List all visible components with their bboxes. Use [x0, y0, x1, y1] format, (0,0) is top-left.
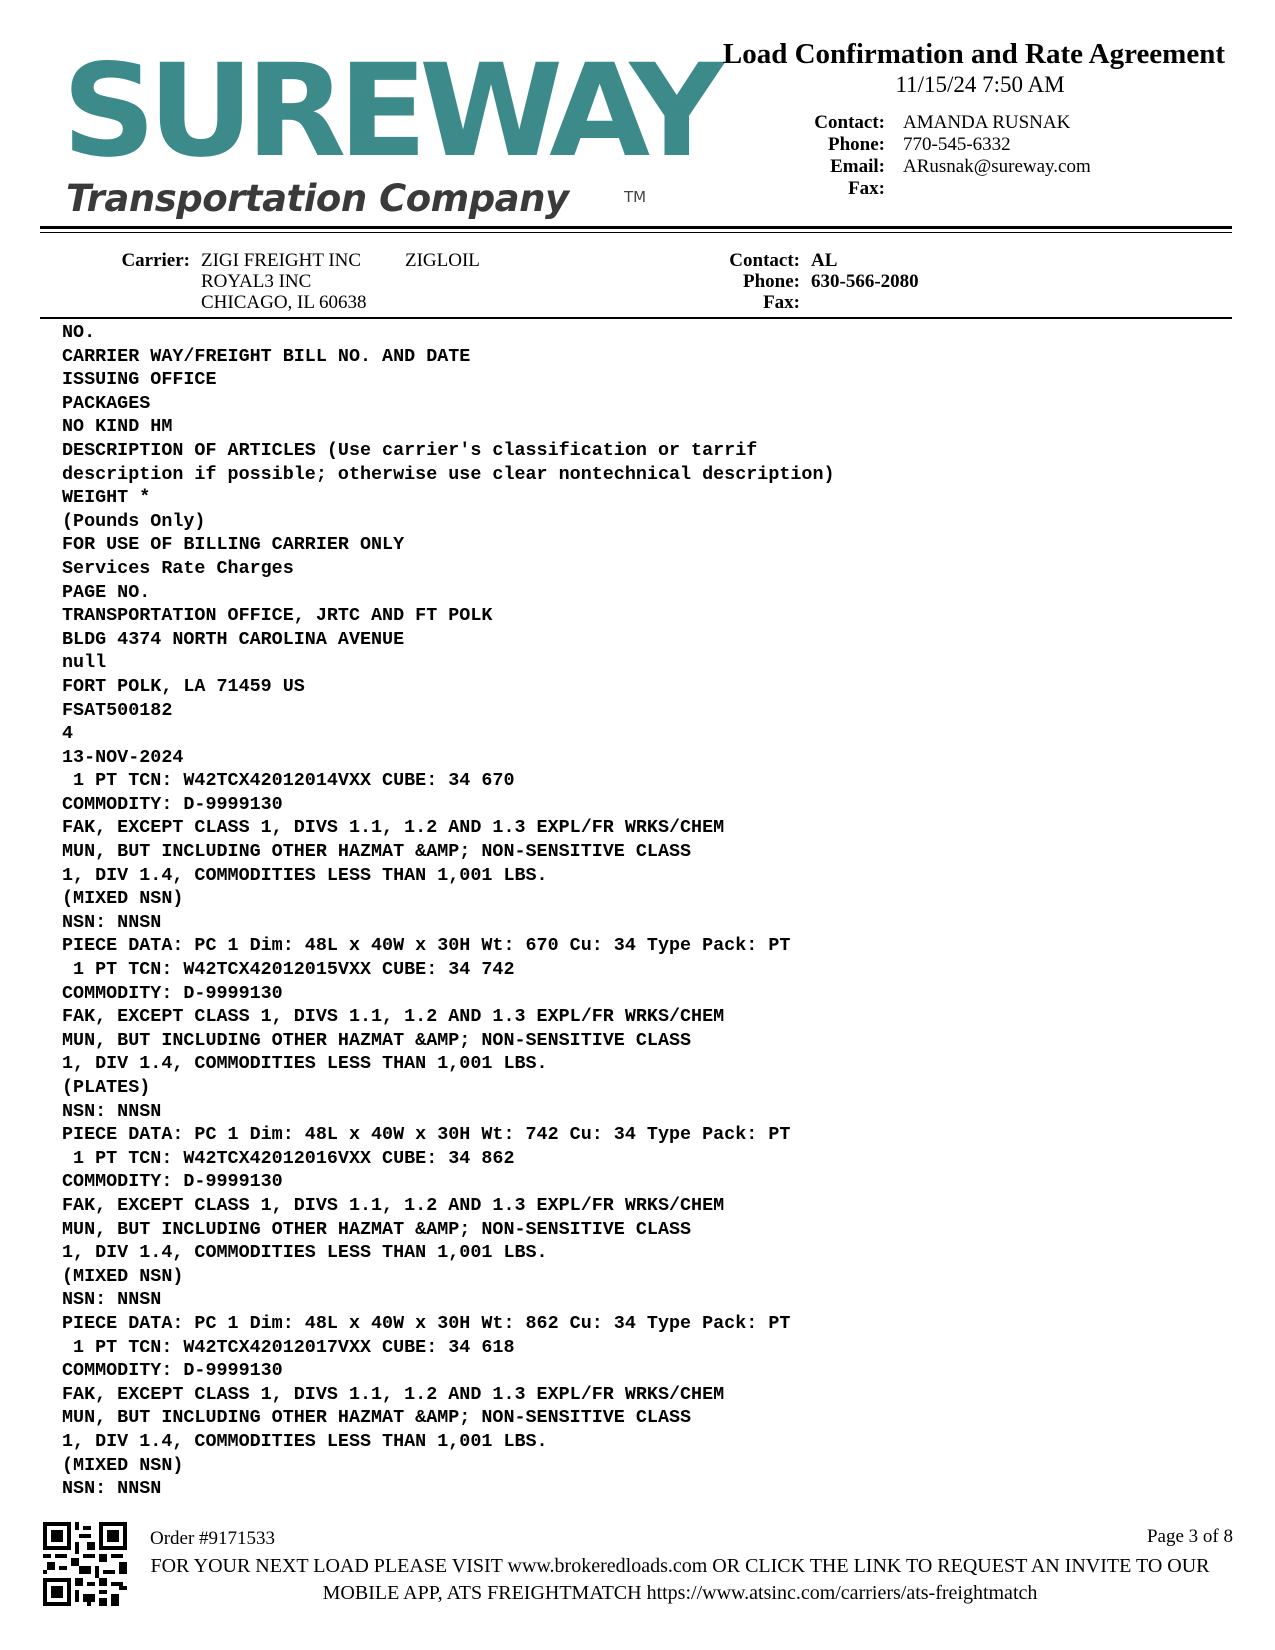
- detail-line: FORT POLK, LA 71459 US: [62, 675, 305, 697]
- detail-line: ISSUING OFFICE: [62, 369, 217, 391]
- shipment-details: [62, 321, 1212, 1501]
- detail-line: 1 PT TCN: W42TCX42012015VXX CUBE: 34 742: [62, 959, 515, 981]
- carrier-code: ZIGLOIL: [405, 250, 480, 271]
- header-divider-bottom: [40, 232, 1232, 233]
- carrier-name: ZIGI FREIGHT INC: [201, 250, 362, 271]
- detail-line: PIECE DATA: PC 1 Dim: 48L x 40W x 30H Wt: 742 Cu: 34 Type Pack: PT: [62, 1124, 791, 1146]
- broker-contact-label: Contact:: [814, 112, 885, 133]
- detail-line: (MIXED NSN): [62, 1454, 184, 1476]
- detail-line: 1 PT TCN: W42TCX42012016VXX CUBE: 34 862: [62, 1147, 515, 1169]
- detail-line: null: [62, 652, 107, 674]
- carrier-contact-label: Contact:: [729, 250, 800, 271]
- detail-line: 1 PT TCN: W42TCX42012014VXX CUBE: 34 670: [62, 770, 515, 792]
- detail-line: MUN, BUT INCLUDING OTHER HAZMAT &AMP; NON-SENSITIVE CLASS: [62, 1029, 692, 1051]
- footer-notice[interactable]: FOR YOUR NEXT LOAD PLEASE VISIT www.brokeredloads.com OR CLICK THE LINK TO REQUEST AN INVITE TO OUR MOBILE APP, ATS FREIGHTMATCH https://www.atsinc.com/carriers/ats-freightmatch: [150, 1555, 1210, 1604]
- carrier-address-2: CHICAGO, IL 60638: [201, 292, 367, 313]
- broker-email-value[interactable]: ARusnak@sureway.com: [903, 156, 1091, 177]
- detail-line: WEIGHT *: [62, 487, 151, 509]
- detail-line: COMMODITY: D-9999130: [62, 793, 283, 815]
- detail-line: MUN, BUT INCLUDING OTHER HAZMAT &AMP; NON-SENSITIVE CLASS: [62, 1218, 692, 1240]
- carrier-label: Carrier:: [121, 250, 190, 271]
- detail-line: (MIXED NSN): [62, 888, 184, 910]
- detail-line: BLDG 4374 NORTH CAROLINA AVENUE: [62, 628, 405, 650]
- carrier-divider: [40, 317, 1232, 319]
- detail-line: 1, DIV 1.4, COMMODITIES LESS THAN 1,001 LBS.: [62, 1430, 548, 1452]
- detail-line: FAK, EXCEPT CLASS 1, DIVS 1.1, 1.2 AND 1.3 EXPL/FR WRKS/CHEM: [62, 1006, 725, 1028]
- detail-line: 1, DIV 1.4, COMMODITIES LESS THAN 1,001 LBS.: [62, 864, 548, 886]
- detail-line: MUN, BUT INCLUDING OTHER HAZMAT &AMP; NON-SENSITIVE CLASS: [62, 1407, 692, 1429]
- carrier-contact-value: AL: [811, 250, 838, 271]
- detail-line: description if possible; otherwise use clear nontechnical description): [62, 463, 835, 485]
- detail-line: (PLATES): [62, 1077, 151, 1098]
- detail-line: Services Rate Charges: [62, 557, 294, 579]
- detail-line: PACKAGES: [62, 392, 151, 414]
- broker-phone-value: 770-545-6332: [903, 134, 1011, 155]
- company-logo: [40, 37, 716, 230]
- detail-line: NSN: NNSN: [62, 1478, 162, 1500]
- detail-line: FOR USE OF BILLING CARRIER ONLY: [62, 534, 405, 556]
- detail-line: CARRIER WAY/FREIGHT BILL NO. AND DATE: [62, 345, 471, 367]
- detail-line: (MIXED NSN): [62, 1265, 184, 1287]
- detail-line: TRANSPORTATION OFFICE, JRTC AND FT POLK: [62, 605, 493, 627]
- qr-code-icon: [43, 1522, 127, 1606]
- detail-line: NSN: NNSN: [62, 1289, 162, 1311]
- document-datetime: 11/15/24 7:50 AM: [895, 72, 1065, 97]
- detail-line: PAGE NO.: [62, 581, 151, 603]
- detail-line: FAK, EXCEPT CLASS 1, DIVS 1.1, 1.2 AND 1.3 EXPL/FR WRKS/CHEM: [62, 1383, 725, 1405]
- logo-tagline: Transportation Company: [66, 177, 569, 220]
- detail-line: FSAT500182: [62, 699, 173, 721]
- detail-line: FAK, EXCEPT CLASS 1, DIVS 1.1, 1.2 AND 1.3 EXPL/FR WRKS/CHEM: [62, 817, 725, 839]
- detail-line: DESCRIPTION OF ARTICLES (Use carrier's classification or tarrif: [62, 439, 758, 461]
- document-title: Load Confirmation and Rate Agreement: [722, 38, 1225, 70]
- detail-line: 1 PT TCN: W42TCX42012017VXX CUBE: 34 618: [62, 1336, 515, 1358]
- carrier-fax-label: Fax:: [763, 292, 800, 313]
- detail-line: PIECE DATA: PC 1 Dim: 48L x 40W x 30H Wt: 862 Cu: 34 Type Pack: PT: [62, 1312, 791, 1334]
- detail-line: NSN: NNSN: [62, 911, 162, 933]
- detail-line: NO KIND HM: [62, 416, 173, 438]
- carrier-phone-label: Phone:: [743, 271, 800, 292]
- carrier-phone-value: 630-566-2080: [811, 271, 919, 292]
- logo-wordmark: SUREWAY: [62, 37, 716, 186]
- carrier-address-1: ROYAL3 INC: [201, 271, 312, 292]
- detail-line: MUN, BUT INCLUDING OTHER HAZMAT &AMP; NON-SENSITIVE CLASS: [62, 841, 692, 863]
- detail-line: 13-NOV-2024: [62, 746, 184, 768]
- header-divider-top: [40, 226, 1232, 229]
- detail-line: 1, DIV 1.4, COMMODITIES LESS THAN 1,001 LBS.: [62, 1053, 548, 1075]
- detail-line: (Pounds Only): [62, 510, 206, 532]
- order-number: Order #9171533: [150, 1528, 276, 1549]
- detail-line: NSN: NNSN: [62, 1100, 162, 1122]
- detail-line: COMMODITY: D-9999130: [62, 1171, 283, 1193]
- logo-trademark: TM: [624, 188, 647, 206]
- page-number: Page 3 of 8: [1146, 1526, 1233, 1547]
- detail-line: COMMODITY: D-9999130: [62, 982, 283, 1004]
- broker-email-label: Email:: [830, 156, 885, 177]
- detail-line: FAK, EXCEPT CLASS 1, DIVS 1.1, 1.2 AND 1.3 EXPL/FR WRKS/CHEM: [62, 1194, 725, 1216]
- detail-line: NO.: [62, 322, 96, 343]
- broker-fax-label: Fax:: [848, 178, 885, 199]
- detail-line: PIECE DATA: PC 1 Dim: 48L x 40W x 30H Wt: 670 Cu: 34 Type Pack: PT: [62, 935, 791, 957]
- broker-contact-value: AMANDA RUSNAK: [903, 112, 1071, 133]
- detail-line: 4: [62, 723, 74, 745]
- detail-line: 1, DIV 1.4, COMMODITIES LESS THAN 1,001 LBS.: [62, 1242, 548, 1264]
- detail-line: COMMODITY: D-9999130: [62, 1360, 283, 1382]
- broker-phone-label: Phone:: [828, 134, 885, 155]
